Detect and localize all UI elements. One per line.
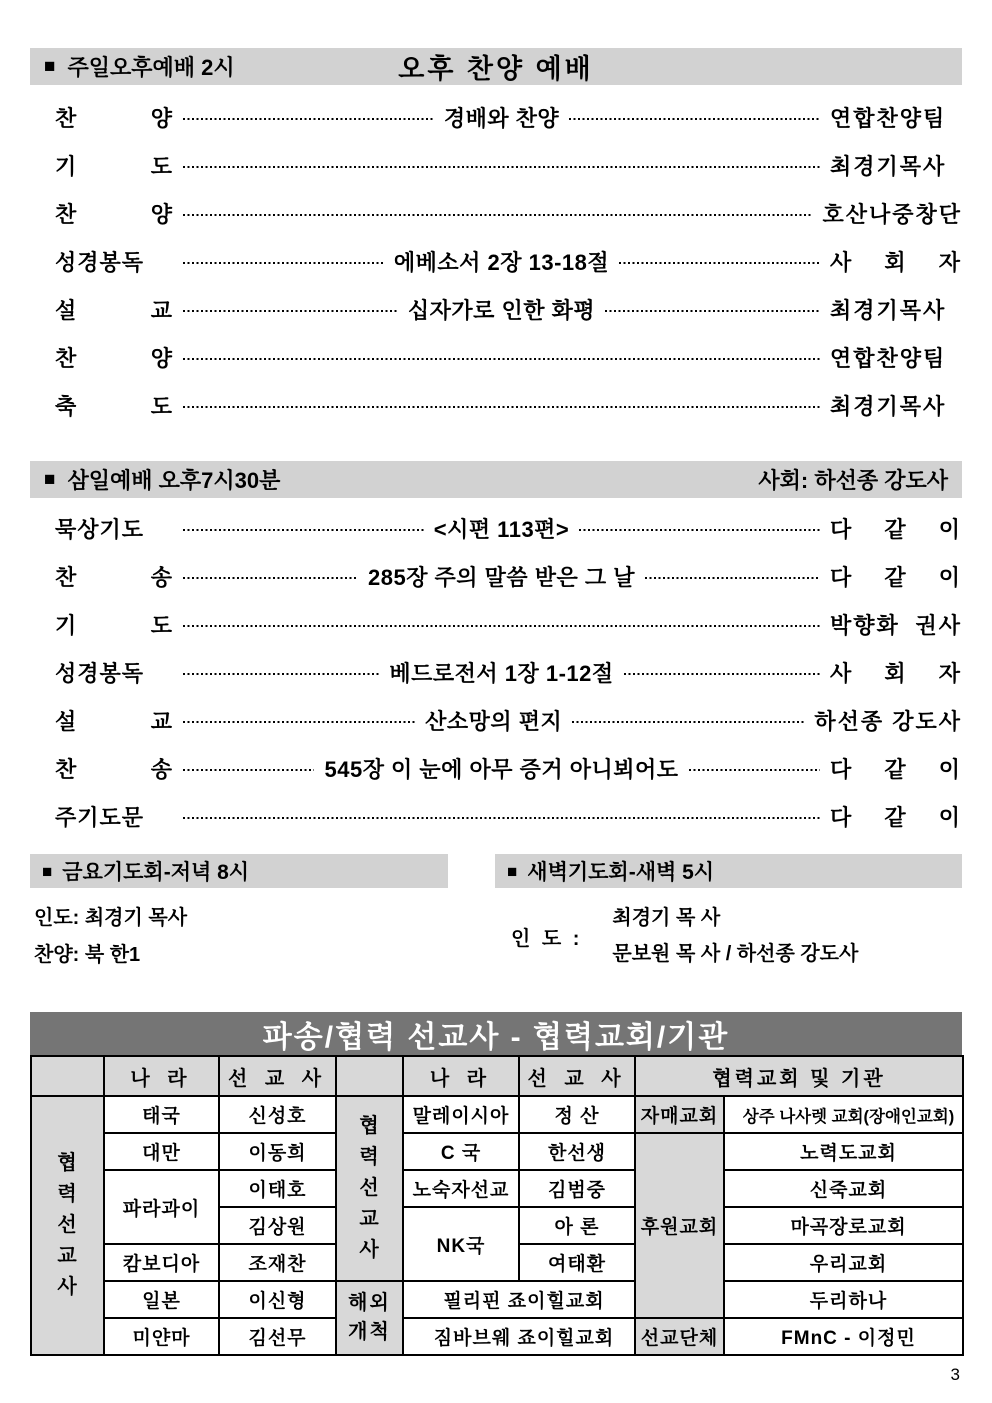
partner-name-cell: 신죽교회 bbox=[724, 1170, 963, 1207]
friday-praise-line: 찬양: 북 한1 bbox=[34, 944, 141, 966]
dotted-leader bbox=[183, 817, 820, 819]
dotted-leader bbox=[183, 673, 379, 675]
table-row bbox=[31, 1170, 963, 1207]
afternoon-service-main-title: 오후 찬양 예배 bbox=[398, 54, 594, 84]
missionary-cell: 이태호 bbox=[219, 1170, 336, 1207]
afternoon-section-title: 주일오후예배 2시 bbox=[67, 55, 235, 80]
order-item-performer: 하선종 강도사 bbox=[814, 708, 962, 734]
dotted-leader bbox=[183, 310, 398, 312]
table-header-row bbox=[31, 1056, 963, 1096]
partner-name-cell: 우리교회 bbox=[724, 1244, 963, 1281]
overseas-group-label: 해외개척 bbox=[348, 1292, 391, 1343]
partner-name-cell: 마곡장로교회 bbox=[724, 1207, 963, 1244]
order-item-content: 경배와 찬양 bbox=[443, 105, 560, 131]
order-item-label: 기 도 bbox=[55, 612, 173, 638]
order-row bbox=[30, 285, 962, 333]
order-item-content: 산소망의 편지 bbox=[425, 708, 563, 734]
order-item-label: 축 도 bbox=[55, 393, 173, 419]
country-cell: 말레이시아 bbox=[403, 1096, 519, 1133]
country-cell: 태국 bbox=[104, 1096, 219, 1133]
order-item-label: 찬 송 bbox=[55, 756, 173, 782]
order-item-performer: 사 회 자 bbox=[830, 660, 963, 686]
missionary-cell: 아 론 bbox=[519, 1207, 635, 1244]
order-item-performer: 호산나중창단 bbox=[822, 201, 962, 227]
order-item-performer: 사 회 자 bbox=[830, 249, 962, 275]
order-item-performer: 다 같 이 bbox=[830, 564, 963, 590]
order-row bbox=[30, 381, 962, 429]
dotted-leader bbox=[183, 262, 384, 264]
country-cell: 대만 bbox=[104, 1133, 219, 1170]
missionary-cell: 김상원 bbox=[219, 1207, 336, 1244]
order-row bbox=[30, 696, 962, 744]
order-row bbox=[30, 648, 962, 696]
friday-section-bar bbox=[30, 854, 448, 888]
dotted-leader bbox=[183, 118, 434, 120]
dawn-leader-line1: 최경기 목 사 bbox=[612, 907, 721, 929]
partner-name-cell: 두리하나 bbox=[724, 1281, 963, 1318]
header-country2: 나 라 bbox=[403, 1056, 519, 1096]
wednesday-section-title: 삼일예배 오후7시30분 bbox=[67, 468, 281, 493]
order-item-performer: 최경기목사 bbox=[830, 153, 947, 179]
group-label-cell bbox=[336, 1096, 403, 1281]
coop-left-group-label: 협력선교사 bbox=[57, 1152, 78, 1298]
missionary-cell: 조재찬 bbox=[219, 1244, 336, 1281]
afternoon-section-bar bbox=[30, 48, 962, 85]
order-row bbox=[30, 237, 962, 285]
order-item-performer: 연합찬양팀 bbox=[830, 345, 947, 371]
dawn-leader-row bbox=[495, 900, 962, 972]
order-item-content: 에베소서 2장 13-18절 bbox=[393, 249, 610, 275]
partner-name-cell: FMnC - 이정민 bbox=[724, 1318, 963, 1355]
dotted-leader bbox=[183, 214, 812, 216]
mission-table-title: 파송/협력 선교사 - 협력교회/기관 bbox=[30, 1012, 962, 1055]
order-item-content: 285장 주의 말씀 받은 그 날 bbox=[367, 564, 636, 590]
order-item-performer: 박향화 권사 bbox=[830, 612, 962, 638]
order-row bbox=[30, 93, 962, 141]
friday-prayer-section bbox=[30, 854, 448, 982]
square-bullet-icon: ■ bbox=[42, 861, 53, 881]
order-row bbox=[30, 141, 962, 189]
dotted-leader bbox=[605, 310, 820, 312]
order-row bbox=[30, 744, 962, 792]
order-row bbox=[30, 333, 962, 381]
dawn-prayer-section bbox=[495, 854, 962, 982]
dotted-leader bbox=[183, 577, 358, 579]
mission-table bbox=[30, 1055, 964, 1356]
country-cell: C 국 bbox=[403, 1133, 519, 1170]
order-item-content: <시편 113편> bbox=[433, 516, 570, 542]
order-item-label: 찬 송 bbox=[55, 564, 173, 590]
dotted-leader bbox=[183, 769, 314, 771]
dotted-leader bbox=[183, 358, 820, 360]
wednesday-section-bar bbox=[30, 461, 962, 498]
partner-name-cell: 노력도교회 bbox=[724, 1133, 963, 1170]
dotted-leader bbox=[689, 769, 820, 771]
order-item-label: 기 도 bbox=[55, 153, 173, 179]
missionary-cell: 김범중 bbox=[519, 1170, 635, 1207]
country-cell: 파라과이 bbox=[104, 1170, 219, 1244]
header-empty-cell bbox=[31, 1056, 104, 1096]
group-label-cell bbox=[336, 1281, 403, 1355]
order-item-label: 찬 양 bbox=[55, 345, 173, 371]
order-item-label: 설 교 bbox=[55, 297, 173, 323]
dawn-leader-line2: 문보원 목 사 / 하선종 강도사 bbox=[612, 943, 859, 965]
afternoon-bar-left bbox=[44, 51, 235, 82]
missionary-cell: 여태환 bbox=[519, 1244, 635, 1281]
country-cell: 일본 bbox=[104, 1281, 219, 1318]
dotted-leader bbox=[183, 406, 820, 408]
missionary-cell: 신성호 bbox=[219, 1096, 336, 1133]
order-item-performer: 연합찬양팀 bbox=[830, 105, 947, 131]
dotted-leader bbox=[579, 529, 820, 531]
order-item-label: 성경봉독 bbox=[55, 249, 145, 275]
friday-section-title: 금요기도회-저녁 8시 bbox=[62, 861, 250, 884]
dotted-leader bbox=[572, 721, 804, 723]
order-item-label: 묵상기도 bbox=[55, 516, 145, 542]
order-item-content: 십자가로 인한 화평 bbox=[407, 297, 596, 323]
group-label-cell bbox=[31, 1096, 104, 1355]
dotted-leader bbox=[183, 166, 820, 168]
dotted-leader bbox=[183, 625, 820, 627]
partner-type-cell: 자매교회 bbox=[635, 1096, 724, 1133]
square-bullet-icon: ■ bbox=[44, 56, 56, 77]
wednesday-bar-left bbox=[44, 464, 280, 495]
table-row bbox=[31, 1318, 963, 1355]
order-item-label: 성경봉독 bbox=[55, 660, 145, 686]
order-item-label: 찬 양 bbox=[55, 201, 173, 227]
afternoon-order-list bbox=[30, 93, 962, 429]
order-item-performer: 최경기목사 bbox=[830, 393, 947, 419]
friday-leader-line: 인도: 최경기 목사 bbox=[34, 907, 188, 929]
missionary-cell: 한선생 bbox=[519, 1133, 635, 1170]
table-row bbox=[31, 1133, 963, 1170]
order-row bbox=[30, 792, 962, 840]
country-cell: NK국 bbox=[403, 1207, 519, 1281]
order-item-label: 주기도문 bbox=[55, 804, 145, 830]
partner-name-cell: 상주 나사렛 교회(장애인교회) bbox=[724, 1096, 963, 1133]
order-item-label: 설 교 bbox=[55, 708, 173, 734]
order-item-performer: 다 같 이 bbox=[830, 756, 963, 782]
square-bullet-icon: ■ bbox=[44, 469, 56, 490]
country-cell: 캄보디아 bbox=[104, 1244, 219, 1281]
wednesday-order-list bbox=[30, 504, 962, 840]
country-cell: 노숙자선교 bbox=[403, 1170, 519, 1207]
missionary-cell: 이동희 bbox=[219, 1133, 336, 1170]
header-partner: 협력교회 및 기관 bbox=[635, 1056, 963, 1096]
overseas-church-cell: 짐바브웨 죠이힐교회 bbox=[403, 1318, 635, 1355]
dawn-section-title: 새벽기도회-새벽 5시 bbox=[527, 861, 715, 884]
order-item-performer: 다 같 이 bbox=[830, 804, 962, 830]
wednesday-service-section bbox=[30, 461, 962, 840]
bulletin-page bbox=[30, 48, 962, 1385]
dotted-leader bbox=[645, 577, 820, 579]
prayer-meetings-row bbox=[30, 854, 962, 982]
header-empty-cell bbox=[336, 1056, 403, 1096]
order-item-performer: 다 같 이 bbox=[830, 516, 962, 542]
order-item-content: 베드로전서 1장 1-12절 bbox=[389, 660, 614, 686]
header-missionary2: 선 교 사 bbox=[519, 1056, 635, 1096]
partner-type-cell: 선교단체 bbox=[635, 1318, 724, 1355]
dawn-leader-label: 인 도 : bbox=[511, 927, 583, 950]
order-item-performer: 최경기목사 bbox=[830, 297, 947, 323]
country-cell: 미얀마 bbox=[104, 1318, 219, 1355]
partner-type-cell: 후원교회 bbox=[635, 1133, 724, 1318]
missionary-cell: 이신형 bbox=[219, 1281, 336, 1318]
overseas-church-cell: 필리핀 죠이힐교회 bbox=[403, 1281, 635, 1318]
table-row bbox=[31, 1281, 963, 1318]
dotted-leader bbox=[569, 118, 820, 120]
afternoon-service-section bbox=[30, 48, 962, 429]
dotted-leader bbox=[624, 673, 820, 675]
order-item-content: 545장 이 눈에 아무 증거 아니뵈어도 bbox=[324, 756, 679, 782]
table-row bbox=[31, 1096, 963, 1133]
mission-table-section bbox=[30, 1012, 962, 1356]
dotted-leader bbox=[183, 721, 415, 723]
dawn-section-bar bbox=[495, 854, 962, 888]
order-row bbox=[30, 504, 962, 552]
square-bullet-icon: ■ bbox=[507, 861, 518, 881]
friday-prayer-lines bbox=[30, 900, 448, 974]
page-number: 3 bbox=[950, 1365, 960, 1384]
order-item-label: 찬 양 bbox=[55, 105, 173, 131]
header-country1: 나 라 bbox=[104, 1056, 219, 1096]
header-missionary1: 선 교 사 bbox=[219, 1056, 336, 1096]
coop-mid-group-label: 협력선교사 bbox=[359, 1115, 380, 1261]
dotted-leader bbox=[183, 529, 424, 531]
order-row bbox=[30, 189, 962, 237]
missionary-cell: 김선무 bbox=[219, 1318, 336, 1355]
dotted-leader bbox=[619, 262, 820, 264]
wednesday-moderator: 사회: 하선종 강도사 bbox=[758, 468, 948, 493]
order-row bbox=[30, 552, 962, 600]
order-row bbox=[30, 600, 962, 648]
missionary-cell: 정 산 bbox=[519, 1096, 635, 1133]
dawn-leader-names bbox=[612, 900, 858, 972]
